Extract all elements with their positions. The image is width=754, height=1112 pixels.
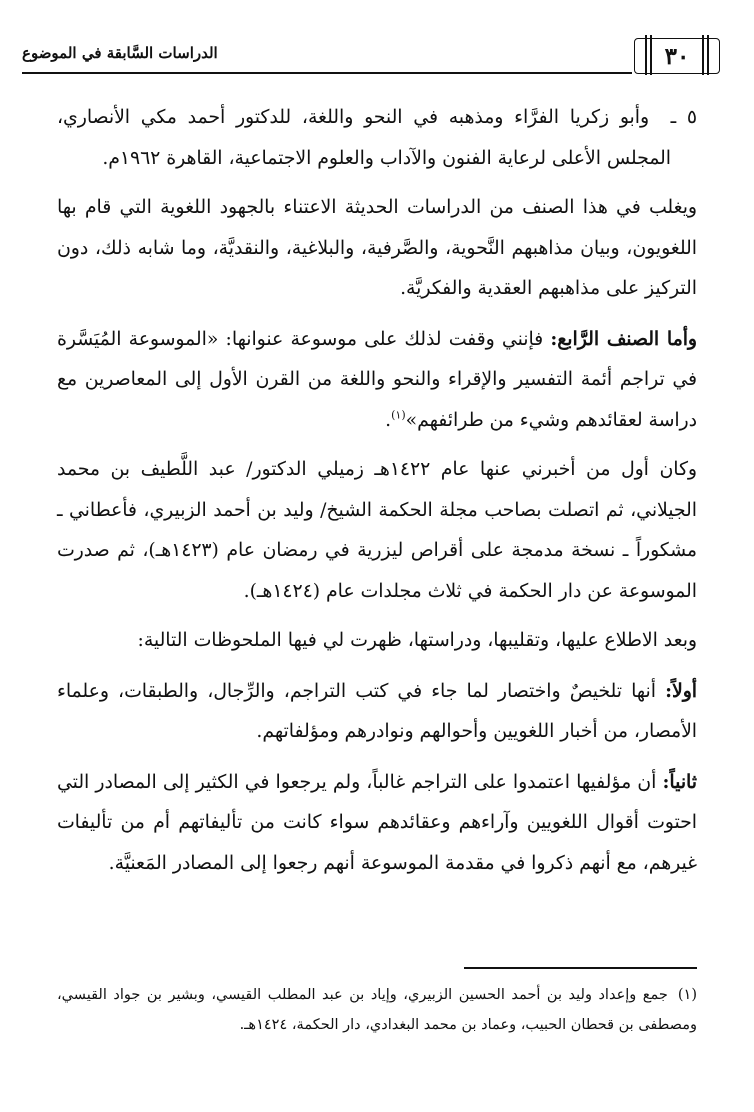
page-number: ٣٠ bbox=[664, 42, 690, 70]
ornament-slash bbox=[702, 35, 704, 75]
page-header bbox=[22, 38, 722, 74]
paragraph bbox=[57, 671, 697, 753]
paragraph: ويغلب في هذا الصنف من الدراسات الحديثة الاعتناء بالجهود اللغوية التي قام بها اللغويون، وبيان مذاهبهم النَّحوية، والصَّرفية، والبلاغية، والنقديَّة، وما شابه ذلك، دون التركيز على مذاهبهم العقدية والفكريَّة. bbox=[57, 197, 697, 299]
header-rule bbox=[22, 72, 632, 74]
footnote bbox=[57, 980, 697, 1040]
list-item-number: ٥ ـ bbox=[670, 107, 697, 128]
footnote-rule bbox=[464, 967, 697, 969]
footnote-reference[interactable]: (١) bbox=[391, 408, 406, 422]
footnote-text: جمع وإعداد وليد بن أحمد الحسين الزبيري، وإياد بن عبد المطلب القيسي، وبشير بن جواد القيسي، ومصطفى بن قحطان الحبيب، وعماد بن محمد البغدادي، دار الحكمة، ١٤٢٤هـ. bbox=[57, 987, 697, 1033]
point-lead: ثانياً: bbox=[662, 770, 697, 793]
paragraph bbox=[57, 319, 697, 442]
list-item-5 bbox=[57, 98, 697, 179]
paragraph-text: أنها تلخيصٌ واختصار لما جاء في كتب التراجم، والرِّجال، والطبقات، وعلماء الأمصار، من أخبار اللغويين وأحوالهم ونوادرهم ومؤلفاتهم. bbox=[57, 680, 697, 742]
paragraph: وبعد الاطلاع عليها، وتقليبها، ودراستها، ظهرت لي فيها الملحوظات التالية: bbox=[137, 630, 697, 651]
footnote-number: (١) bbox=[677, 987, 697, 1003]
ornament-slash bbox=[645, 35, 647, 75]
ornament-slash bbox=[707, 35, 709, 75]
main-text bbox=[57, 98, 697, 893]
list-item-text: وأبو زكريا الفرَّاء ومذهبه في النحو واللغة، للدكتور أحمد مكي الأنصاري، المجلس الأعلى لرعاية الفنون والآداب والعلوم الاجتماعية، القاهرة ١٩٦٢م. bbox=[57, 107, 671, 169]
paragraph-text: فإنني وقفت لذلك على موسوعة عنوانها: «الموسوعة المُيَسَّرة في تراجم أئمة التفسير والإقراء والنحو واللغة من القرن الأول إلى المعاصرين مع دراسة لعقائدهم وشيء من طرائفهم» bbox=[57, 328, 697, 431]
running-title: الدراسات السَّابقة في الموضوع bbox=[22, 44, 218, 62]
paragraph bbox=[57, 762, 697, 885]
paragraph-text: أن مؤلفيها اعتمدوا على التراجم غالباً، ولم يرجعوا في الكثير إلى المصادر التي احتوت أقوال اللغويين وآراءهم وعقائدهم سواء كانت من تأليفاتهم أم من تأليفات غيرهم، مع أنهم ذكروا في مقدمة الموسوعة أنهم رجعوا إلى المصادر المَعنيَّة. bbox=[57, 771, 697, 874]
point-lead: أولاً: bbox=[665, 679, 697, 702]
paragraph: وكان أول من أخبرني عنها عام ١٤٢٢هـ زميلي الدكتور/ عبد اللَّطيف بن محمد الجيلاني، ثم اتصلت بصاحب مجلة الحكمة الشيخ/ وليد بن أحمد الزبيري، فأعطاني ـ مشكوراً ـ نسخة مدمجة على أقراص ليزرية في رمضان عام (١٤٢٣هـ)، ثم صدرت الموسوعة عن دار الحكمة في ثلاث مجلدات عام (١٤٢٤هـ). bbox=[57, 459, 697, 602]
paragraph-end: . bbox=[385, 409, 392, 431]
ornament-slash bbox=[650, 35, 652, 75]
page-number-box bbox=[634, 38, 720, 74]
section-lead: وأما الصنف الرَّابع: bbox=[550, 327, 697, 350]
